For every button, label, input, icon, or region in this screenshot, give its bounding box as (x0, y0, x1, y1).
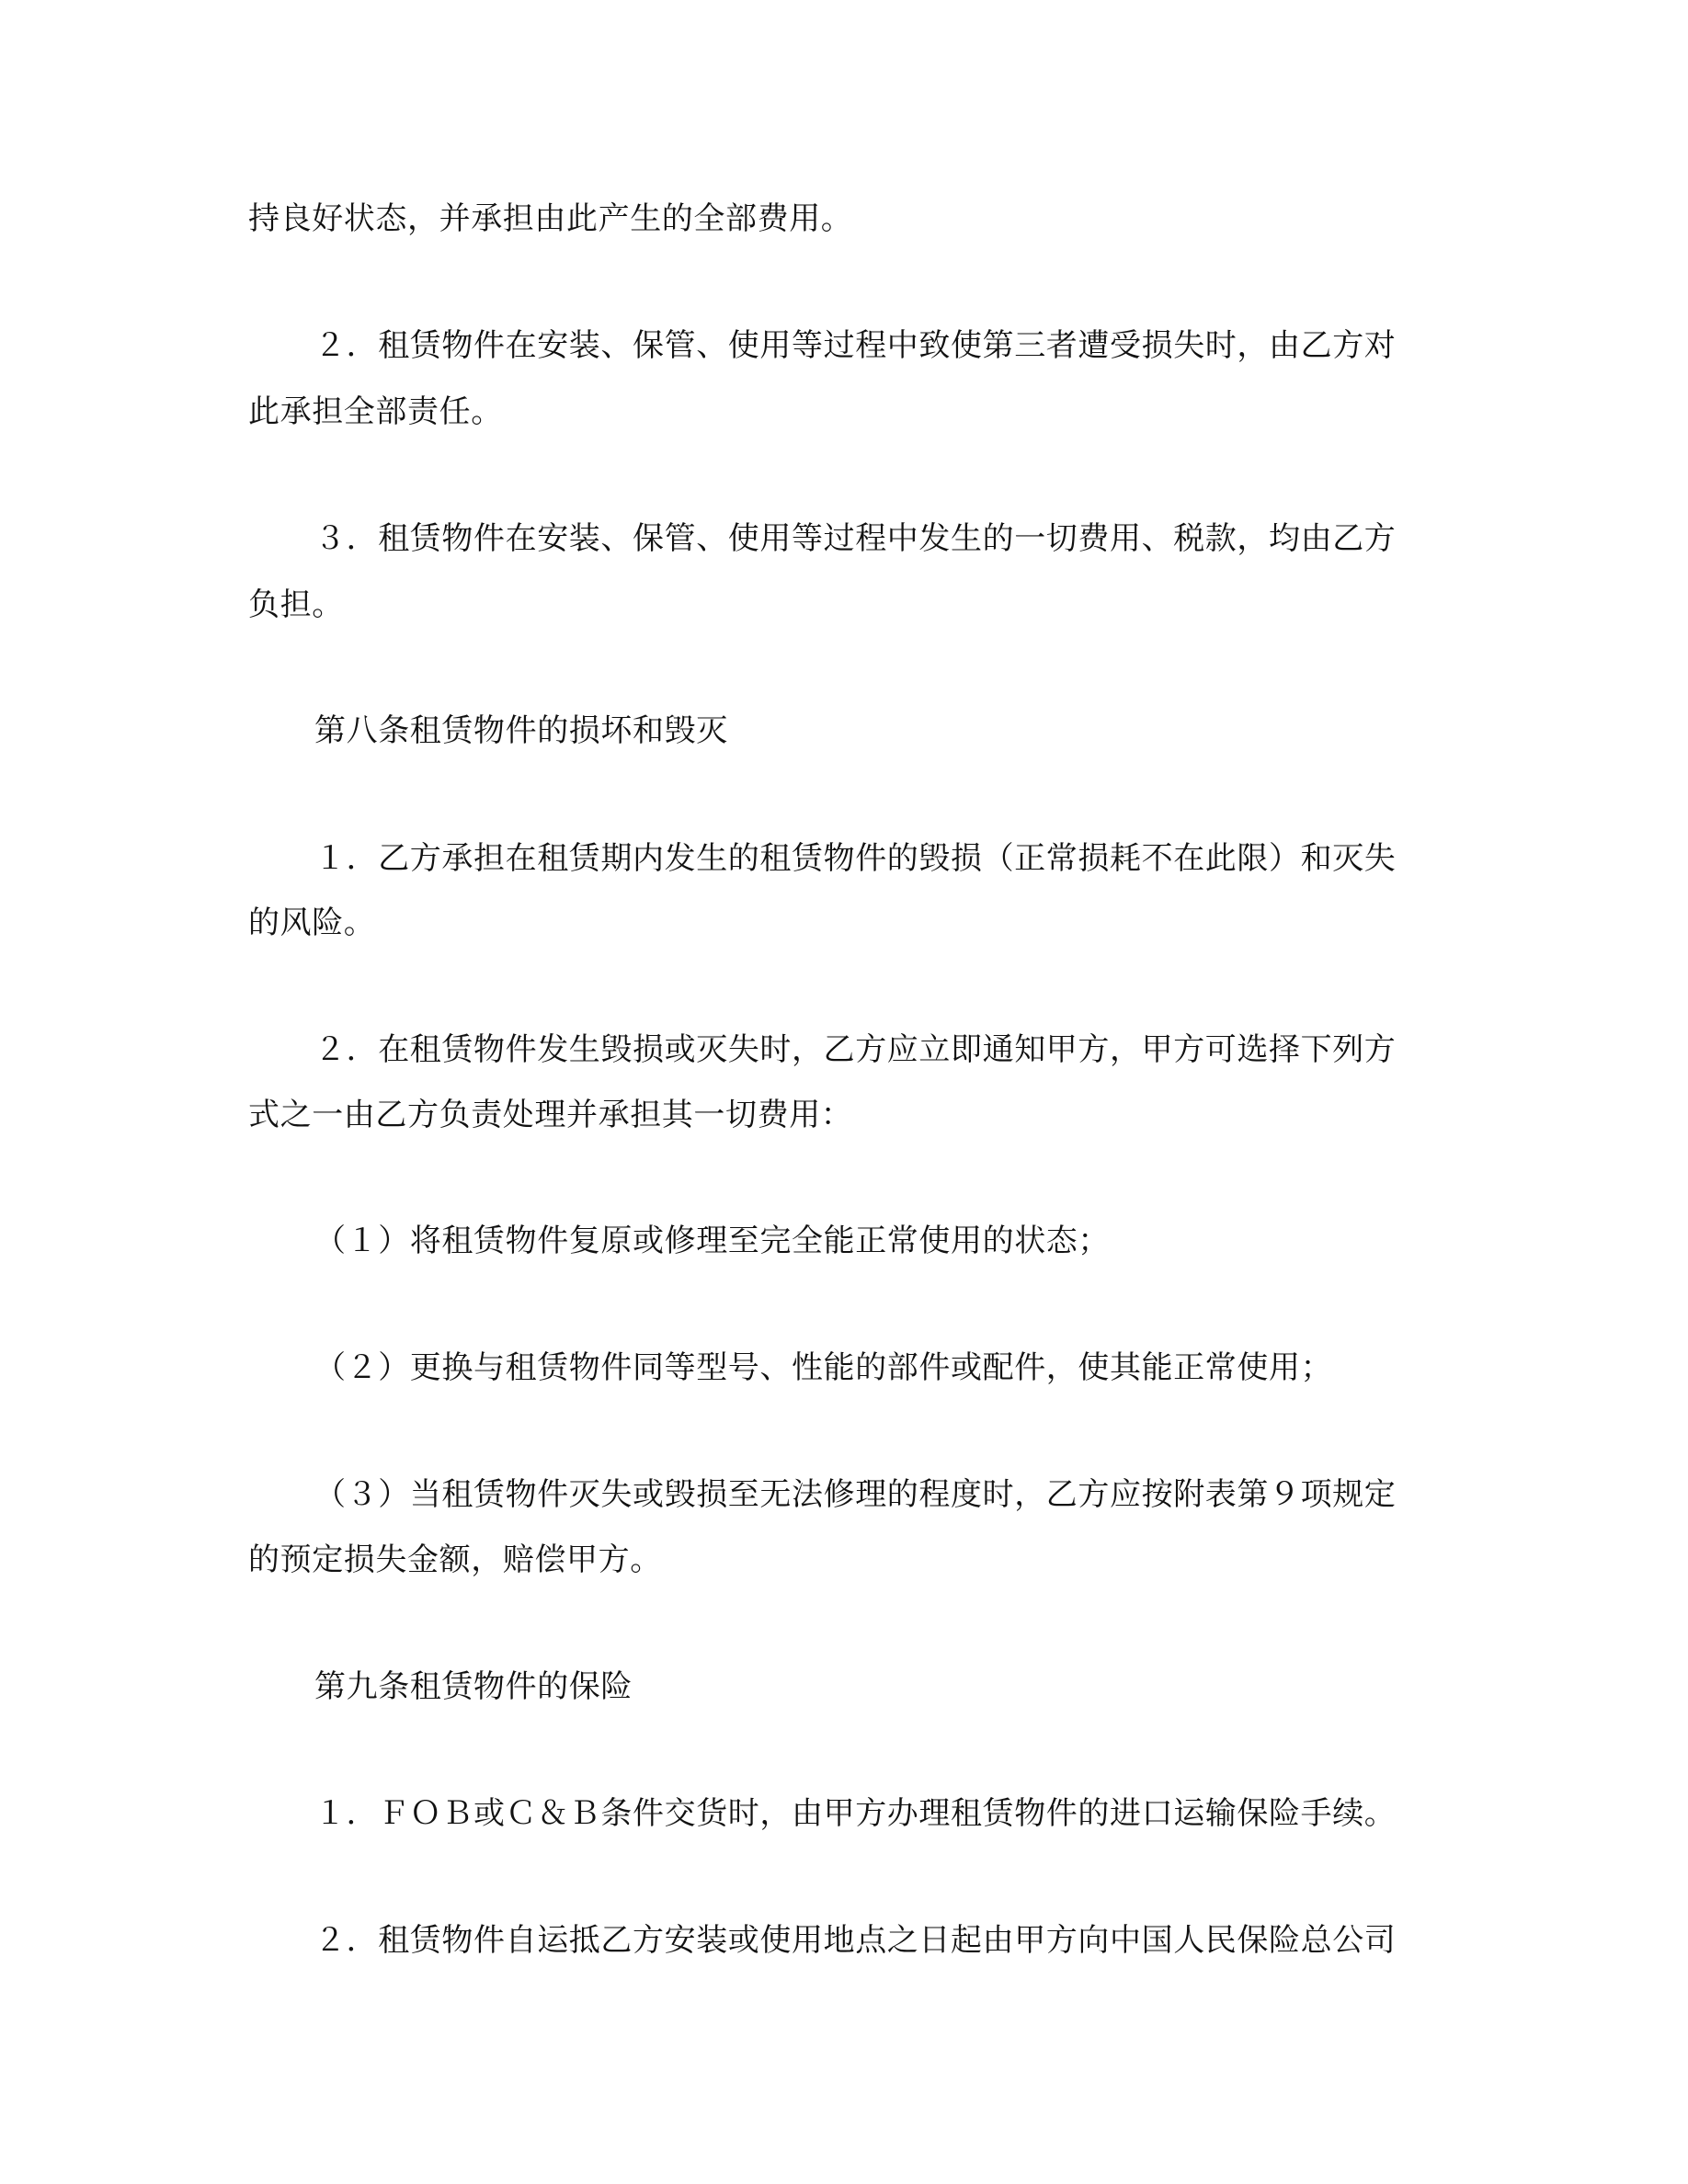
clause-9-item-1: １．ＦＯＢ或Ｃ＆Ｂ条件交货时，由甲方办理租赁物件的进口运输保险手续。 (314, 1795, 1397, 1832)
clause-8-heading: 第八条租赁物件的损坏和毁灭 (314, 712, 728, 749)
clause-7-item-3-line-1: ３．租赁物件在安装、保管、使用等过程中发生的一切费用、税款，均由乙方 (314, 520, 1397, 557)
clause-8-option-3-line-1: （３）当租赁物件灭失或毁损至无法修理的程度时，乙方应按附表第９项规定 (314, 1476, 1397, 1513)
clause-7-item-2-line-1: ２．租赁物件在安装、保管、使用等过程中致使第三者遭受损失时，由乙方对 (314, 327, 1397, 364)
paragraph-continuation-line: 持良好状态，并承担由此产生的全部费用。 (248, 200, 853, 237)
clause-7-item-3-line-2: 负担。 (248, 586, 344, 623)
clause-8-item-1-line-1: １．乙方承担在租赁期内发生的租赁物件的毁损（正常损耗不在此限）和灭失 (314, 840, 1397, 877)
clause-9-heading: 第九条租赁物件的保险 (314, 1668, 633, 1705)
clause-7-item-2-line-2: 此承担全部责任。 (248, 393, 503, 430)
clause-9-item-2-line-1: ２．租赁物件自运抵乙方安装或使用地点之日起由甲方向中国人民保险总公司 (314, 1922, 1397, 1959)
clause-8-option-3-line-2: 的预定损失金额，赔偿甲方。 (248, 1541, 662, 1578)
clause-8-item-1-line-2: 的风险。 (248, 904, 376, 941)
clause-8-item-2-line-1: ２．在租赁物件发生毁损或灭失时，乙方应立即通知甲方，甲方可选择下列方 (314, 1031, 1397, 1068)
clause-8-option-2: （２）更换与租赁物件同等型号、性能的部件或配件，使其能正常使用； (314, 1349, 1333, 1386)
clause-8-option-1: （１）将租赁物件复原或修理至完全能正常使用的状态； (314, 1223, 1110, 1259)
clause-8-item-2-line-2: 式之一由乙方负责处理并承担其一切费用： (248, 1097, 853, 1133)
